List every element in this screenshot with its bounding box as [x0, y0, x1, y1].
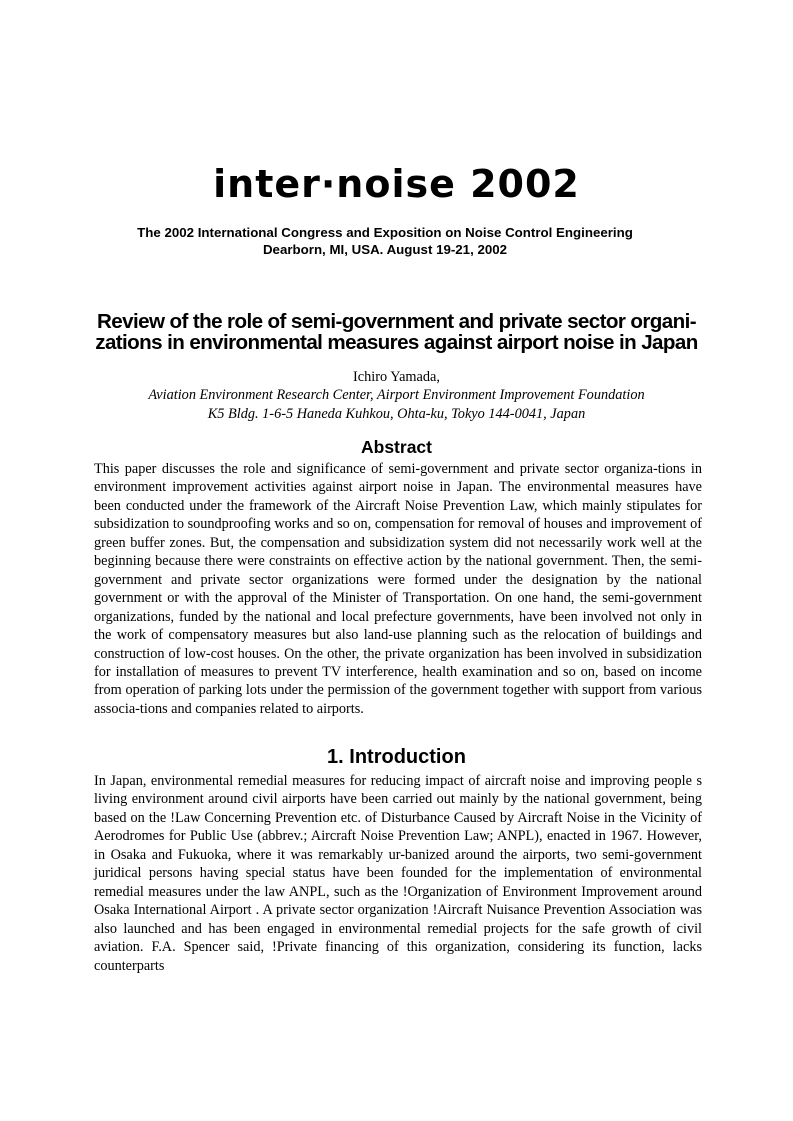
author: Ichiro Yamada,	[353, 369, 440, 385]
introduction-heading: 1. Introduction	[327, 746, 466, 768]
paper-title: Review of the role of semi-government and private sector organi-zations in environmental measures against airport noise in Japan	[95, 310, 698, 354]
conference-logo: inter·noise 2002	[213, 162, 580, 206]
affiliation: Aviation Environment Research Center, Airport Environment Improvement Foundation	[148, 387, 645, 403]
introduction-text: In Japan, environmental remedial measures for reducing impact of aircraft noise and improving people s living environment around civil airports have been carried out mainly by the national government, being based on the !Law Concerning Prevention etc. of Disturbance Caused by Aircraft Noise in the Vicinity of Aerodromes for Public Use (abbrev.; Aircraft Noise Prevention Law; ANPL), enacted in 1967. However, in Osaka and Fukuoka, where it was remarkably ur-banized around the airports, two semi-government juridical persons having special status have been founded for the implementation of environmental remedial measures under the law ANPL, such as the !Organization of Environment Improvement around Osaka International Airport . A private sector organization !Aircraft Nuisance Prevention Association was also launched and has been engaged in environmental remedial projects for the safe growth of civil aviation. F.A. Spencer said, !Private financing of this organization, considering its function, lacks counterparts	[94, 773, 702, 974]
conference-name: The 2002 International Congress and Exposition on Noise Control Engineering	[137, 225, 633, 240]
address: K5 Bldg. 1-6-5 Haneda Kuhkou, Ohta-ku, Tokyo 144-0041, Japan	[207, 406, 586, 422]
abstract-heading: Abstract	[361, 437, 432, 457]
conference-location-date: Dearborn, MI, USA. August 19-21, 2002	[262, 242, 508, 257]
abstract-text: This paper discusses the role and significance of semi-government and private sector organiza-tions in environment improvement activities against airport noise in Japan. The environmental measures have been conducted under the framework of the Aircraft Noise Prevention Law, which mainly stipulates for subsidization to soundproofing works and so on, compensation for removal of houses and improvement of green buffer zones. But, the compensation and subsidization system did not necessarily work well at the beginning because there were constraints on effective action by the national government. Then, the semi-government and private sector organizations were formed under the designation by the national government or with the approval of the Minister of Transportation. On one hand, the semi-government organizations, funded by the national and local prefecture governments, have been involved not only in the work of compensatory measures but also land-use planning such as the relocation of buildings and construction of low-cost houses. On the other, the private organization has been involved in subsidization for installation of measures to prevent TV interference, health examination and so on, based on income from operation of parking lots under the permission of the government together with support from various associa-tions and companies related to airports.	[94, 461, 702, 717]
